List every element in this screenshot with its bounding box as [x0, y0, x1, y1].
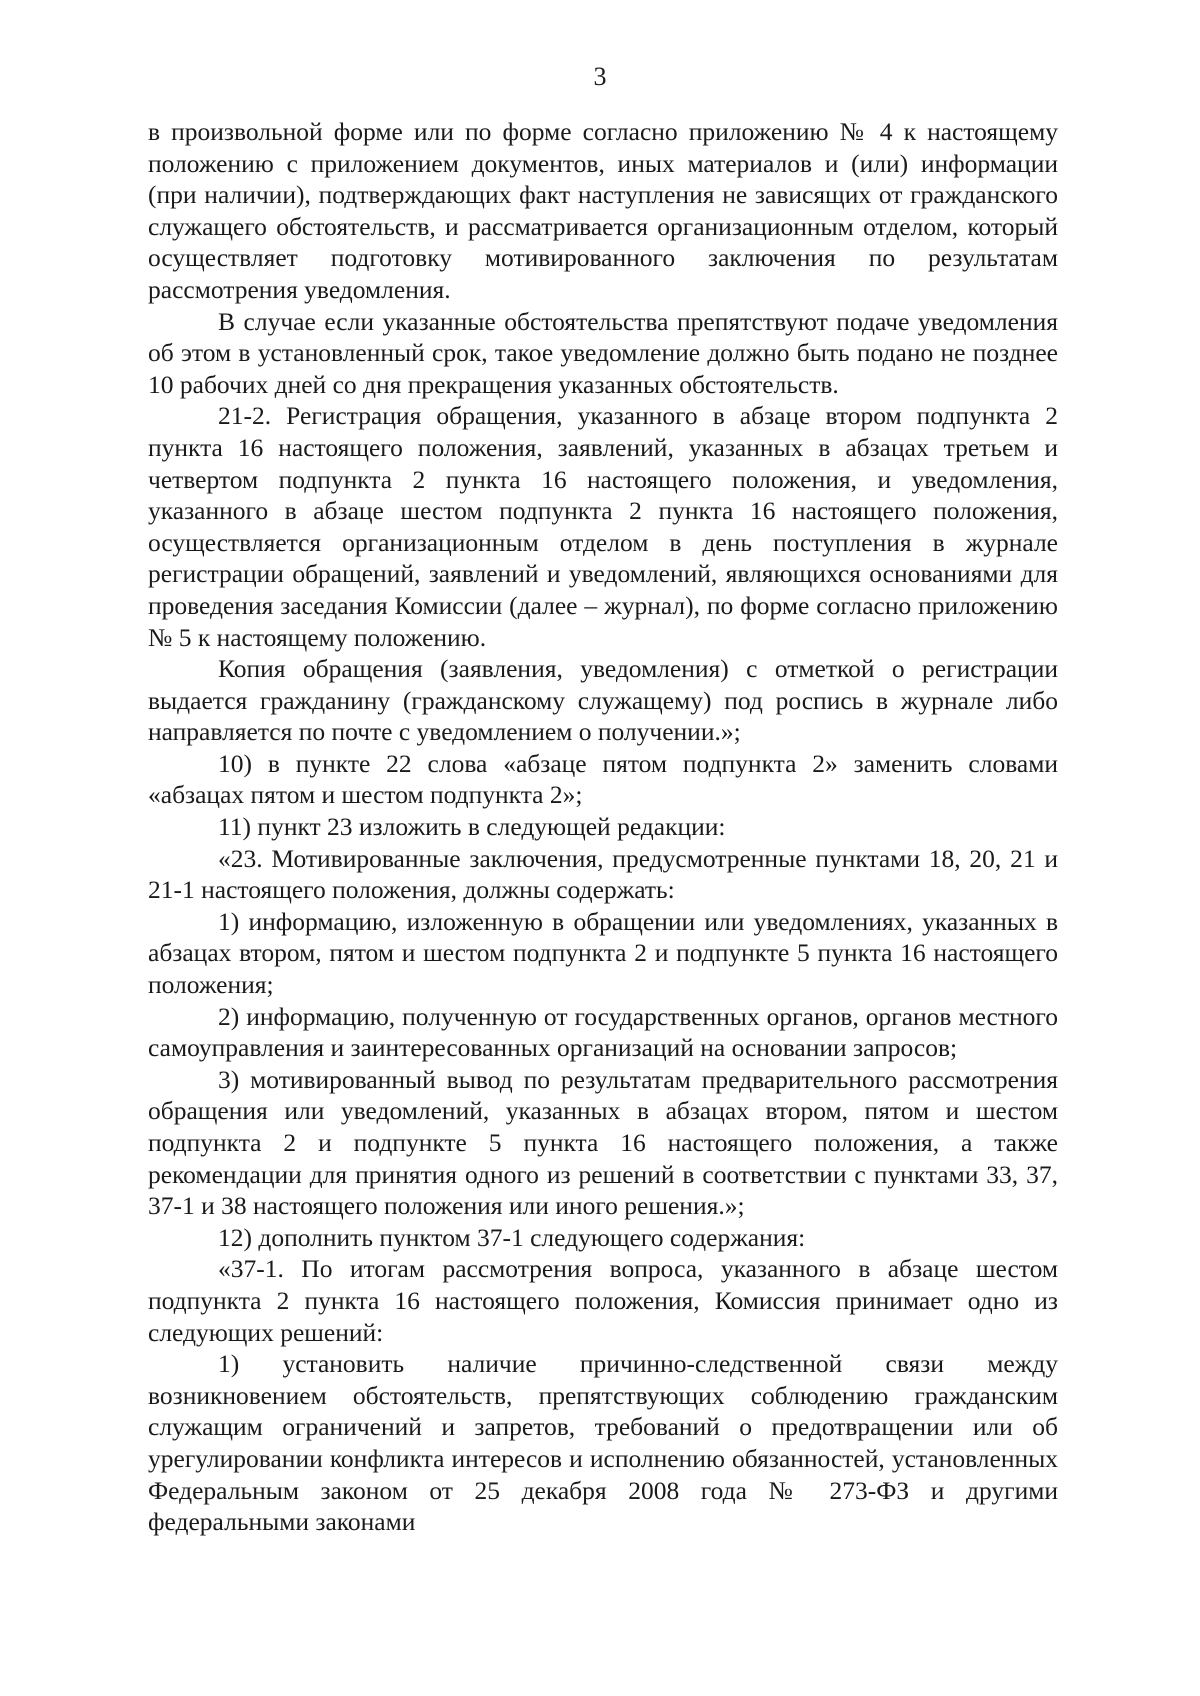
- paragraph: 21-2. Регистрация обращения, указанного в абзаце втором подпункта 2 пункта 16 настоящего положения, заявлений, указанных в абзацах третьем и четвертом подпункта 2 пункта 16 настоящего положения, и уведомления, указанного в абзаце шестом подпункта 2 пункта 16 настоящего положения, осуществляется организационным отделом в день поступления в журнале регистрации обращений, заявлений и уведомлений, являющихся основаниями для проведения заседания Комиссии (далее – журнал), по форме согласно приложению № 5 к настоящему положению.: [148, 401, 1058, 652]
- paragraph: 1) информацию, изложенную в обращении или уведомлениях, указанных в абзацах втором, пятом и шестом подпункта 2 и подпункте 5 пункта 16 настоящего положения;: [148, 906, 1058, 1000]
- paragraph: «37-1. По итогам рассмотрения вопроса, указанного в абзаце шестом подпункта 2 пункта 16 настоящего положения, Комиссия принимает одно из следующих решений:: [148, 1254, 1058, 1347]
- paragraph: 1) установить наличие причинно-следственной связи между возникновением обстоятельств, препятствующих соблюдению гражданским служащим ограничений и запретов, требований о предотвращении или об урегулировании конфликта интересов и исполнению обязанностей, установленных Федеральным законом от 25 декабря 2008 года № 273-ФЗ и другими федеральными законами: [148, 1349, 1058, 1537]
- paragraph: 2) информацию, полученную от государственных органов, органов местного самоуправления и заинтересованных организаций на основании запросов;: [148, 1001, 1058, 1063]
- paragraph: 10) в пункте 22 слова «абзаце пятом подпункта 2» заменить словами «абзацах пятом и шестом подпункта 2»;: [148, 748, 1058, 810]
- paragraph: «23. Мотивированные заключения, предусмотренные пунктами 18, 20, 21 и 21-1 настоящего положения, должны содержать:: [148, 843, 1058, 905]
- paragraph: В случае если указанные обстоятельства препятствуют подаче уведомления об этом в установленный срок, такое уведомление должно быть подано не позднее 10 рабочих дней со дня прекращения указанных обстоятельств.: [148, 306, 1058, 399]
- document-body: [148, 116, 1058, 1538]
- paragraph: 3) мотивированный вывод по результатам предварительного рассмотрения обращения или уведомлений, указанных в абзацах втором, пятом и шестом подпункта 2 и подпункте 5 пункта 16 настоящего положения, а также рекомендации для принятия одного из решений в соответствии с пунктами 33, 37, 37-1 и 38 настоящего положения или иного решения.»;: [148, 1064, 1058, 1221]
- page-number: 3: [593, 62, 607, 91]
- paragraph: Копия обращения (заявления, уведомления) с отметкой о регистрации выдается гражданину (гражданскому служащему) под роспись в журнале либо направляется по почте с уведомлением о получении.»;: [148, 654, 1058, 747]
- paragraph: 11) пункт 23 изложить в следующей редакции:: [218, 812, 726, 842]
- paragraph: 12) дополнить пунктом 37-1 следующего содержания:: [218, 1222, 806, 1252]
- paragraph: в произвольной форме или по форме согласно приложению № 4 к настоящему положению с приложением документов, иных материалов и (или) информации (при наличии), подтверждающих факт наступления не зависящих от гражданского служащего обстоятельств, и рассматривается организационным отделом, который осуществляет подготовку мотивированного заключения по результатам рассмотрения уведомления.: [148, 117, 1058, 304]
